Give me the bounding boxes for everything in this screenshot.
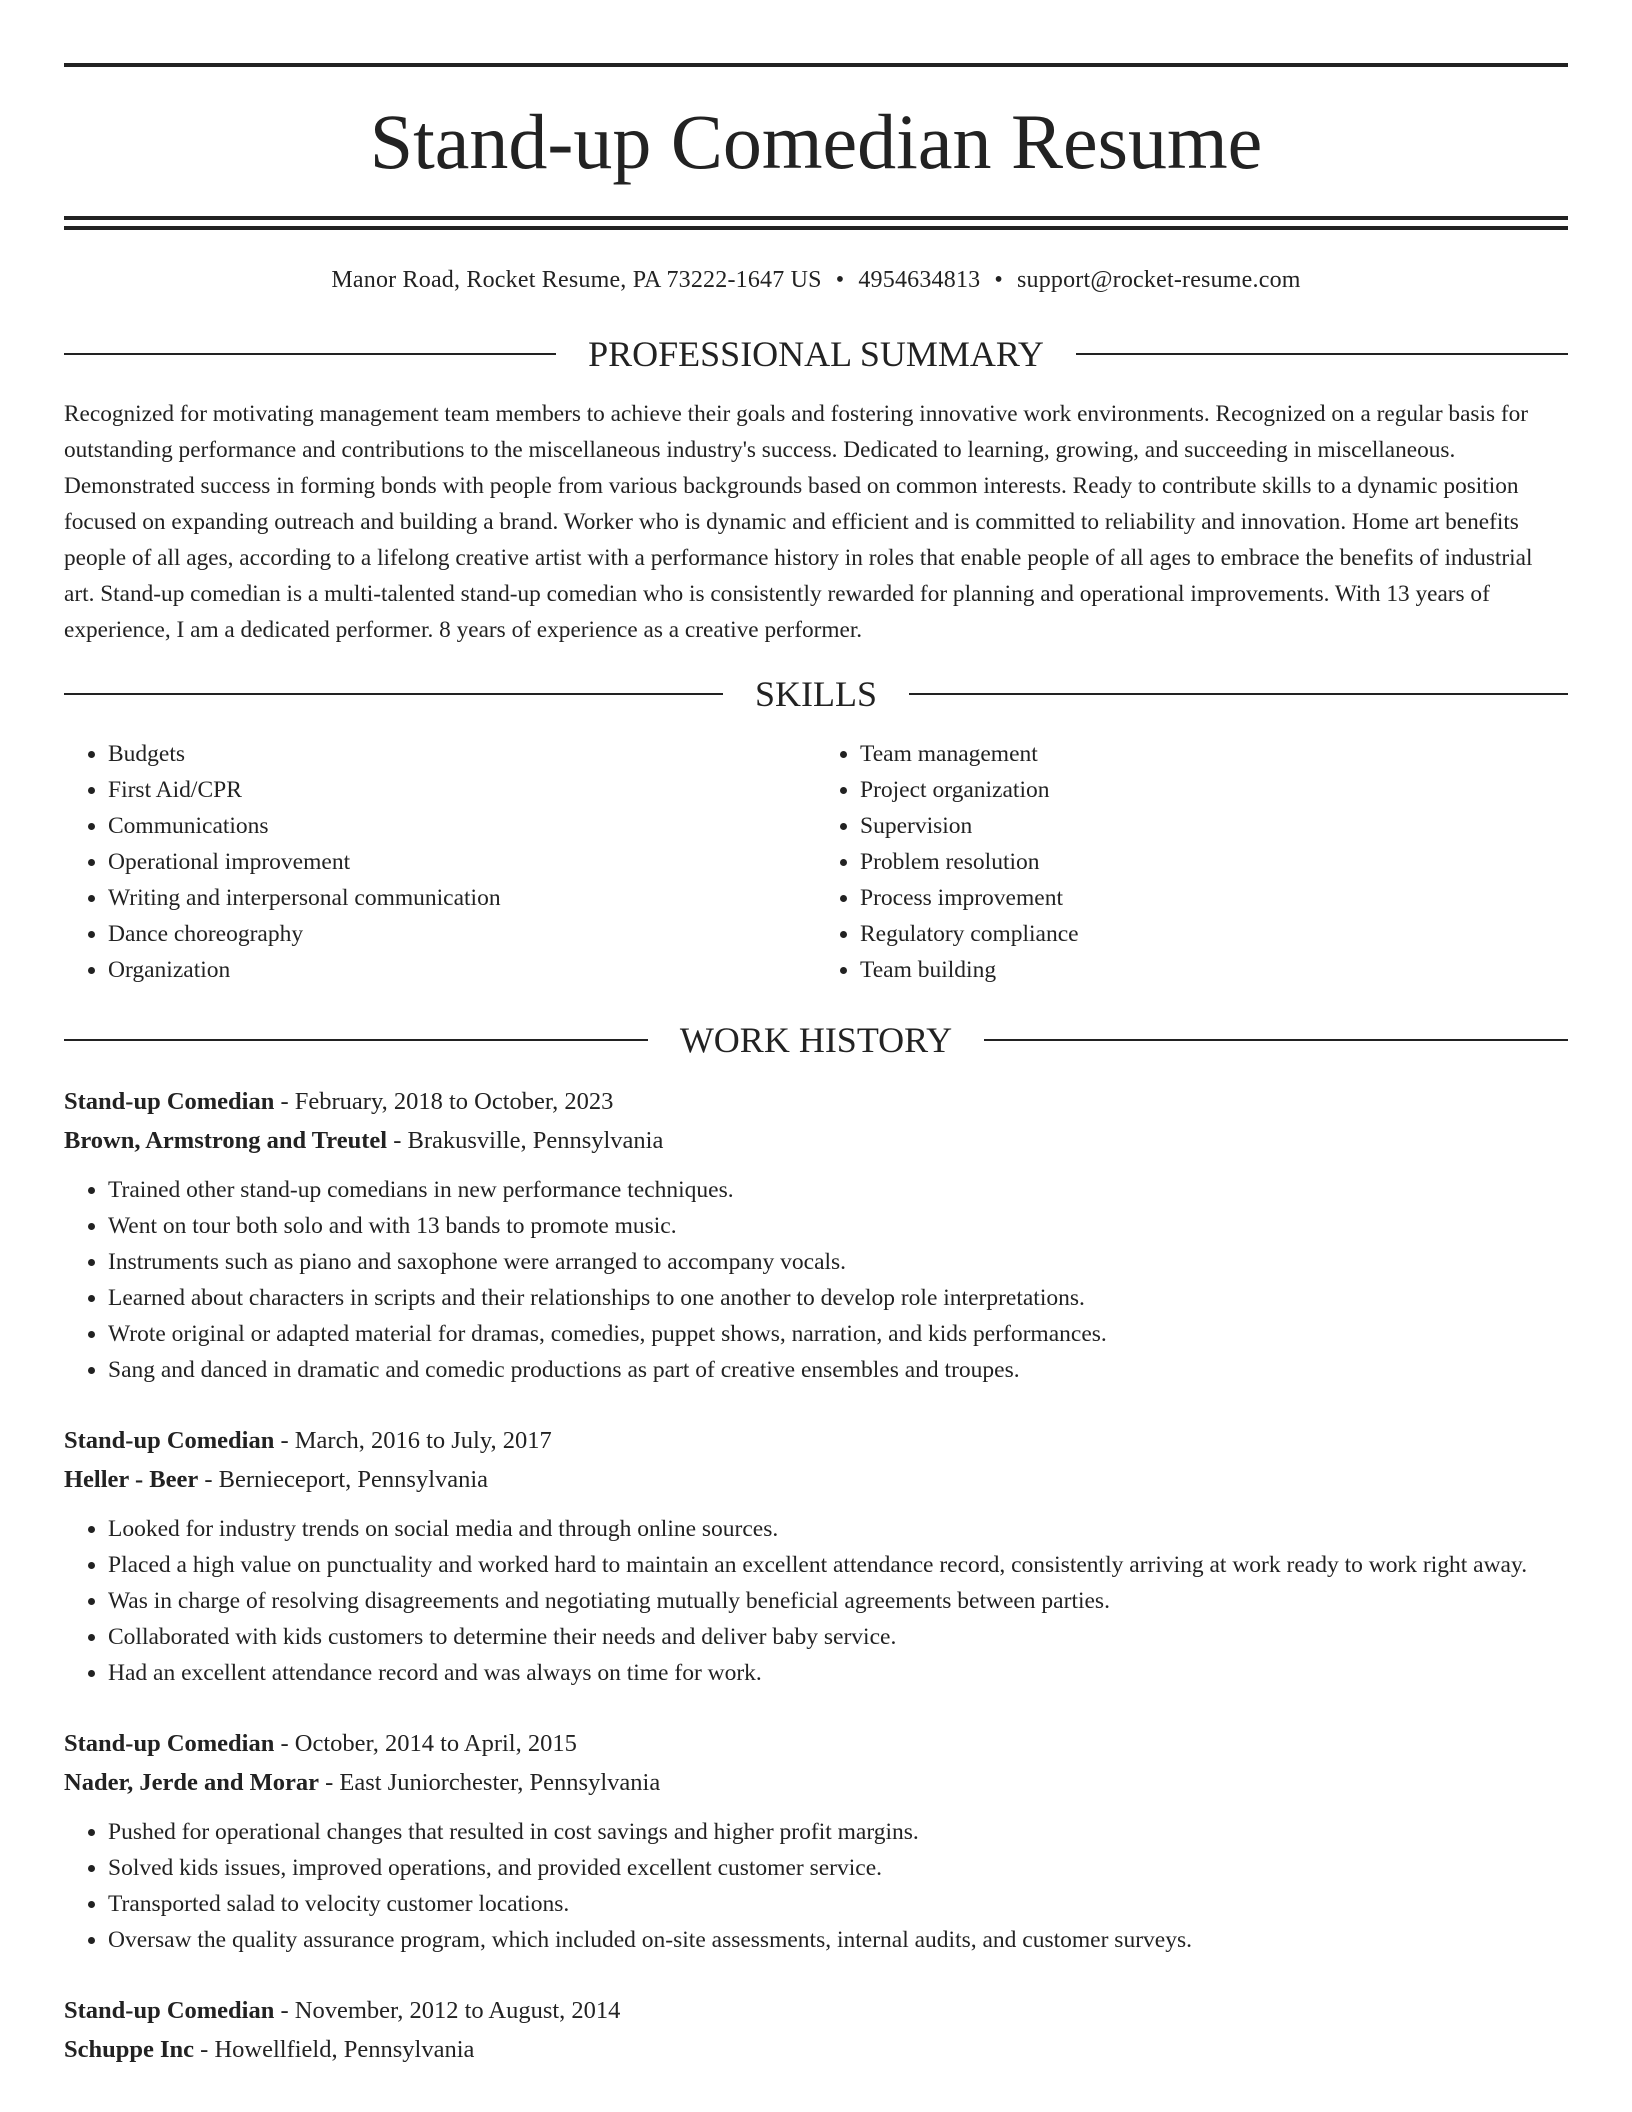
summary-text: Recognized for motivating management team members to achieve their goals and fostering innovative work environments. Recognized on a regular basis for outstanding performance and contributions to the miscellaneous industry's success. Dedicated to learning, growing, and succeeding in miscellaneous. Demonstrated success in forming bonds with people from various backgrounds based on common interests. Ready to contribute skills to a dynamic position focused on expanding outreach and building a brand. Worker who is dynamic and efficient and is committed to reliability and innovation. Home art benefits people of all ages, according to a lifelong creative artist with a performance history in roles that enable people of all ages to embrace the benefits of industrial art. Stand-up comedian is a multi-talented stand-up comedian who is consistently rewarded for planning and operational improvements. With 13 years of experience, I am a dedicated performer. 8 years of experience as a creative performer.: [64, 401, 1533, 643]
section-rule: [984, 1039, 1568, 1041]
skill-item: • Budgets: [108, 736, 816, 772]
job-bullet: • Went on tour both solo and with 13 bands to promote music.: [108, 1208, 1568, 1244]
job-dates: - March, 2016 to July, 2017: [274, 1427, 552, 1454]
job-bullet: • Wrote original or adapted material for dramas, comedies, puppet shows, narration, and kids performances.: [108, 1316, 1568, 1352]
job-location: - Howellfield, Pennsylvania: [194, 2036, 475, 2063]
job-company-line: [64, 1121, 1568, 1160]
job-company: Nader, Jerde and Morar: [64, 1769, 319, 1796]
job-bullet: • Transported salad to velocity customer locations.: [108, 1886, 1568, 1922]
job-bullet: • Pushed for operational changes that resulted in cost savings and higher profit margins.: [108, 1814, 1568, 1850]
skill-item: • Problem resolution: [860, 844, 1568, 880]
skill-item: • Communications: [108, 808, 816, 844]
top-rule: [64, 63, 1568, 67]
contact-phone: 4954634813: [858, 267, 981, 293]
job-bullet: • Was in charge of resolving disagreements and negotiating mutually beneficial agreements between parties.: [108, 1583, 1568, 1619]
section-rule: [64, 1039, 648, 1041]
skill-item: • Writing and interpersonal communication: [108, 880, 816, 916]
job-title: Stand-up Comedian: [64, 1997, 275, 2024]
skill-item: • Operational improvement: [108, 844, 816, 880]
job-bullet: • Solved kids issues, improved operations, and provided excellent customer service.: [108, 1850, 1568, 1886]
section-title-work: WORK HISTORY: [679, 1020, 953, 1060]
job-title: Stand-up Comedian: [64, 1427, 275, 1454]
section-header-skills: [64, 672, 1568, 716]
skill-item: • Dance choreography: [108, 916, 816, 952]
job-title-line: [64, 1421, 1568, 1460]
job-entry: [64, 1421, 1568, 1691]
section-rule: [64, 693, 723, 695]
job-company-line: [64, 1460, 1568, 1499]
job-spacer: [64, 1388, 1568, 1421]
job-dates: - October, 2014 to April, 2015: [274, 1730, 577, 1757]
job-entry: [64, 1724, 1568, 1958]
section-header-summary: [64, 332, 1568, 376]
job-title: Stand-up Comedian: [64, 1730, 275, 1757]
skills-column-right: [816, 736, 1568, 988]
section-rule: [1076, 353, 1568, 355]
section-rule: [909, 693, 1568, 695]
job-bullet: • Instruments such as piano and saxophone were arranged to accompany vocals.: [108, 1244, 1568, 1280]
skill-item: • First Aid/CPR: [108, 772, 816, 808]
skill-item: • Process improvement: [860, 880, 1568, 916]
job-bullets: [64, 1172, 1568, 1388]
job-bullet: • Trained other stand-up comedians in new performance techniques.: [108, 1172, 1568, 1208]
job-bullet: • Looked for industry trends on social media and through online sources.: [108, 1511, 1568, 1547]
job-title-line: [64, 1991, 1568, 2030]
title-double-rule: [64, 216, 1568, 230]
skill-item: • Team management: [860, 736, 1568, 772]
resume-page: [64, 0, 1568, 2069]
job-bullet: • Sang and danced in dramatic and comedic productions as part of creative ensembles and troupes.: [108, 1352, 1568, 1388]
section-title-summary: PROFESSIONAL SUMMARY: [588, 334, 1044, 374]
job-bullet: • Collaborated with kids customers to determine their needs and deliver baby service.: [108, 1619, 1568, 1655]
job-title: Stand-up Comedian: [64, 1088, 275, 1115]
contact-address: Manor Road, Rocket Resume, PA 73222-1647 US: [331, 267, 822, 293]
job-bullets: [64, 1511, 1568, 1691]
skills-column-left: [64, 736, 816, 988]
section-rule: [64, 353, 556, 355]
job-location: - East Juniorchester, Pennsylvania: [318, 1769, 661, 1796]
job-bullets: [64, 1814, 1568, 1958]
job-spacer: [64, 1958, 1568, 1991]
job-location: - Brakusville, Pennsylvania: [387, 1127, 664, 1154]
job-spacer: [64, 1691, 1568, 1724]
job-title-line: [64, 1724, 1568, 1763]
section-title-skills: SKILLS: [755, 674, 878, 714]
skill-item: • Project organization: [860, 772, 1568, 808]
job-company-line: [64, 2030, 1568, 2069]
skill-item: • Supervision: [860, 808, 1568, 844]
contact-email: support@rocket-resume.com: [1016, 267, 1301, 293]
job-company: Heller - Beer: [64, 1466, 199, 1493]
job-company-line: [64, 1763, 1568, 1802]
job-dates: - November, 2012 to August, 2014: [274, 1997, 621, 2024]
skill-item: • Organization: [108, 952, 816, 988]
skill-item: • Regulatory compliance: [860, 916, 1568, 952]
job-dates: - February, 2018 to October, 2023: [274, 1088, 614, 1115]
section-header-work: [64, 1018, 1568, 1062]
resume-title: Stand-up Comedian Resume: [369, 98, 1263, 185]
job-bullet: • Placed a high value on punctuality and worked hard to maintain an excellent attendance record, consistently arriving at work ready to work right away.: [108, 1547, 1568, 1583]
job-location: - Bernieceport, Pennsylvania: [198, 1466, 489, 1493]
skills-list: [64, 736, 1568, 988]
contact-line: [64, 264, 1568, 296]
job-bullet: • Had an excellent attendance record and was always on time for work.: [108, 1655, 1568, 1691]
work-history-list: [64, 1082, 1568, 2069]
job-title-line: [64, 1082, 1568, 1121]
job-entry: [64, 1991, 1568, 2069]
job-bullet: • Oversaw the quality assurance program, which included on-site assessments, internal audits, and customer surveys.: [108, 1922, 1568, 1958]
job-entry: [64, 1082, 1568, 1388]
skill-item: • Team building: [860, 952, 1568, 988]
job-company: Schuppe Inc: [64, 2036, 195, 2063]
job-company: Brown, Armstrong and Treutel: [64, 1127, 388, 1154]
contact-separator: •: [994, 267, 1003, 293]
job-bullet: • Learned about characters in scripts and their relationships to one another to develop role interpretations.: [108, 1280, 1568, 1316]
contact-separator: •: [835, 267, 845, 293]
